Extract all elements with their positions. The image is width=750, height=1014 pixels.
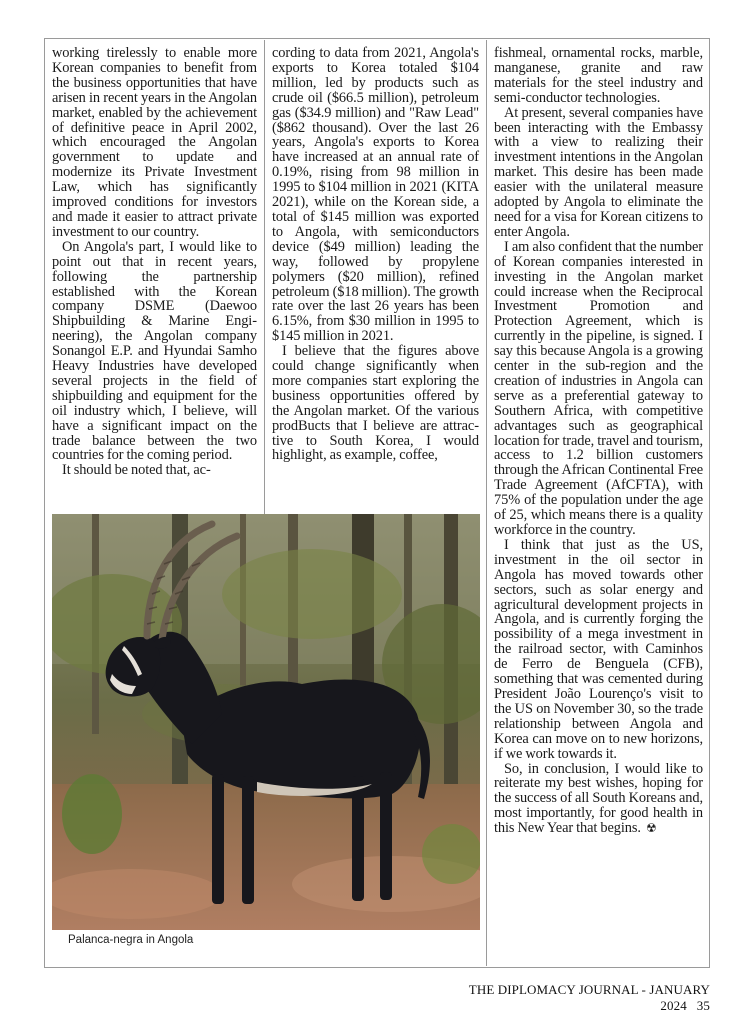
paragraph: I am also confident that the number of Korean companies interested in investing in the Angolan market could increase when the Reciprocal Investment Promotion and Protection Agreement, which is currently in the pipeline, is signed. I say this because Angola is a growing center in the sub-region and the creation of industries in Angola can serve as a preferential gateway to Southern Africa, with competitive advantages such as geographical location for trade, travel and tourism, access to 1.2 billion customers through the African Continental Free Trade Agreement (AfCFTA), with 75% of the population under the age of 25, which means there is a quality workforce in the country. <box>494 238 703 538</box>
article-column-2 <box>272 46 479 463</box>
page-footer <box>418 982 710 1014</box>
sable-antelope-photo <box>52 514 480 930</box>
end-mark-icon: ☢ <box>646 821 657 836</box>
paragraph: It should be noted that, ac- <box>62 462 211 479</box>
paragraph: On Angola's part, I would like to point out that in recent years, following the partnership established with the Korean company DSME (Daewoo Shipbuilding & Marine Engineering), the Angolan company Sonangol E.P. and Hyundai Samho Heavy Industries have developed several projects in the field of shipbuilding and equipment for the oil industry which, I believe, will have a significant impact on the trade balance between the two countries for the coming period. <box>52 238 257 464</box>
column-divider-2 <box>486 40 487 966</box>
paragraph: I believe that the figures above could change significantly when more companies start exploring the business opportunities offered by the Angolan market. Of the various prodBucts that I believe are attractive to South Korea, I would highlight, as example, coffee, <box>272 343 479 464</box>
page-number: 35 <box>696 998 710 1013</box>
paragraph: cording to data from 2021, Angola's exports to Korea totaled $104 million, led by products such as crude oil ($66.5 million), petroleum gas ($34.9 million) and "Raw Lead" ($862 thousand). Over the last 26 years, Angola's exports to Korea have increased at an annual rate of 0.19%, rising from 98 million in 1995 to $104 million in 2021 (KITA 2021), while on the Korean side, a total of $145 million was exported to Angola, with semiconductors device ($49 million) leading the way, followed by propylene polymers ($20 million), refined petroleum ($18 million). The growth rate over the last 26 years has been 6.15%, from $30 million in 1995 to $145 million in 2021. <box>272 45 479 345</box>
photo-caption: Palanca-negra in Angola <box>68 934 194 946</box>
paragraph-text: So, in conclusion, I would like to reiterate my best wishes, hoping for the success of all South Koreans and, most importantly, for good health in this New Year that begins. <box>494 760 703 837</box>
article-column-3 <box>494 46 703 836</box>
publication-name: THE DIPLOMACY JOURNAL - JANUARY 2024 <box>468 982 710 1013</box>
article-column-1 <box>52 46 257 478</box>
paragraph: I think that just as the US, investment in the oil sector in Angola has moved towards other sectors, such as solar energy and agricultural development projects in Angola, and is currently forging the possibility of a mega investment in the railroad sector, with Caminhos de Ferro de Benguela (CFB), something that was cemented during President João Lourenço's visit to the US on November 30, so the trade relationship between Angola and Korea can move on to new horizons, if we work towards it. <box>494 536 703 762</box>
paragraph: working tirelessly to enable more Korean companies to benefit from the business opportunities that have arisen in recent years in the Angolan market, enabled by the achievement of definitive peace in April 2002, which encouraged the Angolan government to update and modernize its Private Investment Law, which has significantly improved conditions for investors and made it easier to attract private investment to our country. <box>52 45 257 240</box>
paragraph-last <box>494 762 703 837</box>
paragraph: fishmeal, ornamental rocks, marble, manganese, granite and raw materials for the steel industry and semi-conductor technologies. <box>494 45 703 106</box>
paragraph: At present, several companies have been interacting with the Embassy with a view to realizing their investment intentions in the Angolan market. This desire has been made easier with the unilateral measure adopted by Angola to eliminate the need for a visa for Korean citizens to enter Angola. <box>494 104 703 240</box>
column-divider-1 <box>264 40 265 514</box>
